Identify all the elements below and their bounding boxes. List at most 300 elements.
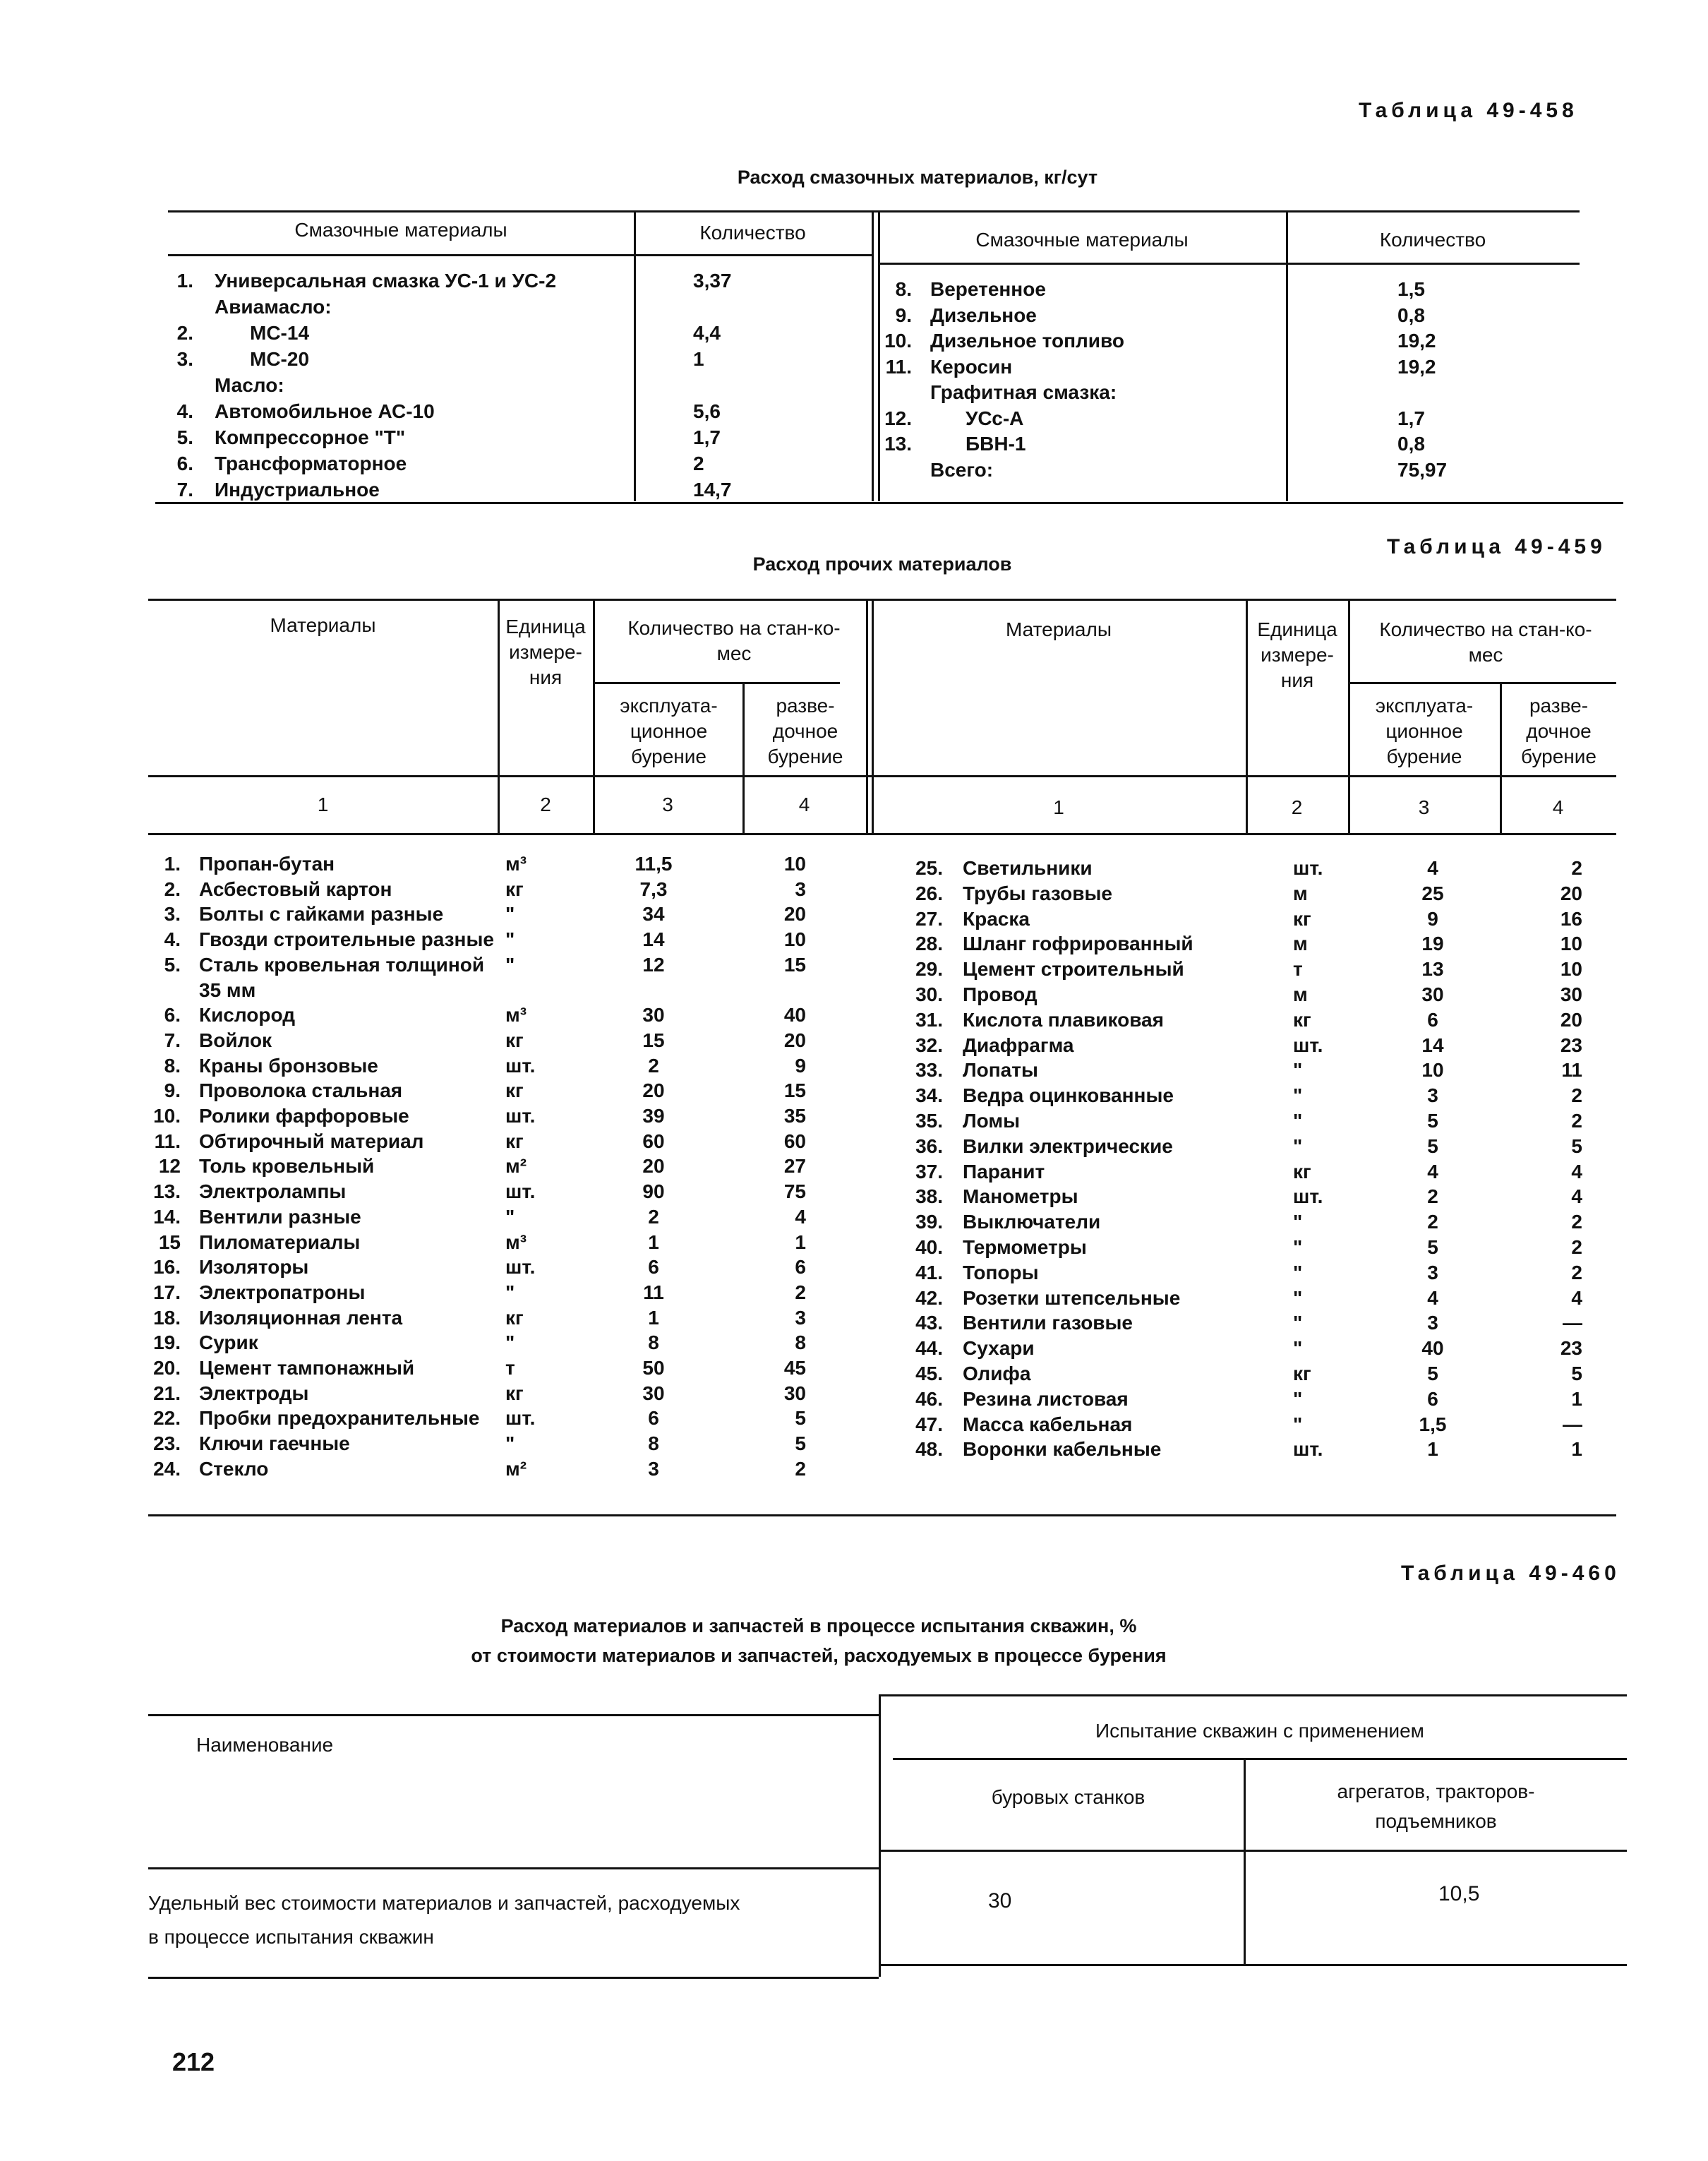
t459-row-expl: 1 xyxy=(648,1306,659,1329)
t459-row-expl: 1 xyxy=(1427,1438,1438,1461)
t459-row-unit: шт. xyxy=(505,1256,536,1279)
t460-row-label-line2: в процессе испытания скважин xyxy=(148,1926,434,1948)
table-49-459-title: Расход прочих материалов xyxy=(752,553,1012,575)
t459-row-unit: т xyxy=(1293,958,1303,981)
t459-row-unit: м² xyxy=(505,1457,527,1480)
t459-row-explor: 4 xyxy=(795,1205,806,1228)
t459-row-number: 30. xyxy=(915,983,943,1005)
t458-row-number: 9. xyxy=(895,304,912,326)
t459-row-name: Лопаты xyxy=(963,1059,1038,1082)
t459-row-number: 24. xyxy=(153,1457,181,1480)
t459-row-number: 13. xyxy=(153,1180,181,1203)
t458-row-number: 11. xyxy=(885,355,912,378)
t459-row-unit: кг xyxy=(1293,1008,1311,1031)
t459-row-number: 38. xyxy=(915,1185,943,1208)
t459-row-explor: 3 xyxy=(795,878,806,900)
t458-row-name: Индустриальное xyxy=(215,479,380,501)
t459-row-unit: " xyxy=(505,1281,515,1303)
t459-row-unit: " xyxy=(505,953,515,976)
t459-row-number: 46. xyxy=(915,1387,943,1410)
t459-row xyxy=(0,1387,1708,1412)
t460-row-label-line1: Удельный вес стоимости материалов и запчастей, расходуемых xyxy=(148,1892,740,1914)
t459-row-unit: кг xyxy=(505,1382,524,1404)
t459-row xyxy=(0,1033,1708,1058)
t459-colnum: 3 xyxy=(1418,796,1430,818)
t459-row-name: Асбестовый картон xyxy=(199,878,392,900)
t458-row xyxy=(0,457,1708,483)
t458-row-qty: 0,8 xyxy=(1397,304,1425,326)
t459-row-explor: 9 xyxy=(795,1054,806,1077)
t459-row-explor: 2 xyxy=(1571,1110,1582,1132)
t459-row-number: 11. xyxy=(154,1130,181,1152)
t458-row-qty: 5,6 xyxy=(693,400,721,422)
t459-header-unit-left: Единица измере-ния xyxy=(505,616,586,688)
t459-row-name: Сухари xyxy=(963,1337,1035,1360)
t459-row-explor: 10 xyxy=(783,928,806,951)
t459-row-name: Болты с гайками разные xyxy=(199,903,444,926)
t459-row-expl: 5 xyxy=(1427,1236,1438,1258)
t459-row-unit: " xyxy=(1293,1413,1303,1435)
t459-row-expl: 5 xyxy=(1427,1110,1438,1132)
t459-row-name: Краска xyxy=(963,907,1030,930)
t459-row-explor: 20 xyxy=(1560,882,1582,904)
t459-row-explor: 4 xyxy=(1571,1286,1582,1309)
t459-row-explor: 2 xyxy=(1571,857,1582,879)
t459-row-expl: 14 xyxy=(642,928,665,951)
t459-row-explor: 11 xyxy=(1561,1059,1582,1082)
t459-row xyxy=(0,1260,1708,1286)
t459-row-explor: 10 xyxy=(1560,958,1582,981)
t459-row-name: Вилки электрические xyxy=(963,1135,1173,1157)
t459-row xyxy=(0,982,1708,1007)
t459-row-expl: 30 xyxy=(642,1382,665,1404)
t458-row-number: 5. xyxy=(176,426,193,448)
t459-row-number: 5. xyxy=(164,953,181,976)
t459-row-name: Вентили газовые xyxy=(963,1312,1133,1334)
t458-header-materials-left: Смазочные материалы xyxy=(294,219,507,241)
t459-row-expl: 5 xyxy=(1427,1363,1438,1384)
t459-row-expl: 4 xyxy=(1427,1286,1438,1309)
t459-row-unit: м² xyxy=(505,1155,527,1178)
t459-row-expl: 90 xyxy=(642,1180,665,1203)
table-49-460-title-line1: Расход материалов и запчастей в процессе испытания скважин, % xyxy=(500,1615,1137,1636)
t459-row-expl: 11 xyxy=(643,1281,664,1303)
t459-row-unit: " xyxy=(1293,1236,1303,1258)
t459-row xyxy=(0,1108,1708,1134)
t459-row-explor: 15 xyxy=(783,1079,806,1102)
t458-row-qty: 1 xyxy=(693,348,704,370)
t459-row-unit: " xyxy=(505,1432,515,1455)
t459-row-number: 12 xyxy=(158,1155,181,1178)
t459-row xyxy=(0,1209,1708,1235)
t458-row-number: 4. xyxy=(176,400,193,422)
t459-row-number: 44. xyxy=(915,1337,943,1360)
t459-row-explor: 2 xyxy=(1571,1084,1582,1107)
t459-row-unit: " xyxy=(1293,1286,1303,1309)
t459-row xyxy=(0,1437,1708,1462)
t459-row-name: Ключи гаечные xyxy=(199,1432,350,1455)
t459-colnum: 4 xyxy=(1552,796,1564,818)
t460-value-rigs: 30 xyxy=(988,1889,1012,1912)
t459-row-explor: 5 xyxy=(795,1432,806,1455)
t459-row-expl: 11,5 xyxy=(635,853,673,875)
t458-row xyxy=(0,328,1708,354)
t459-colnum: 4 xyxy=(798,794,810,815)
t459-row-number: 48. xyxy=(915,1438,943,1461)
t459-header-qty-left: Количество на стан-ко-мес xyxy=(627,617,841,664)
t459-row-explor: 10 xyxy=(783,853,806,875)
t458-row-qty: 1,7 xyxy=(693,426,721,448)
t459-row-name: Сталь кровельная толщиной xyxy=(199,953,485,976)
t459-row-explor: 4 xyxy=(1571,1160,1582,1183)
t459-row-expl: 4 xyxy=(1427,857,1438,879)
t459-row-unit: " xyxy=(1293,1261,1303,1283)
t459-row-name: Ведра оцинкованные xyxy=(963,1084,1174,1107)
t459-row-name: Цемент тампонажный xyxy=(199,1357,415,1379)
t459-row-unit: шт. xyxy=(505,1105,536,1127)
t459-colnum: 2 xyxy=(1291,796,1303,818)
t459-row-number: 8. xyxy=(164,1054,181,1077)
t459-row-expl: 12 xyxy=(642,953,665,976)
t459-row-explor: — xyxy=(1563,1312,1582,1334)
t459-row-expl: 34 xyxy=(642,903,665,926)
t459-header-materials-left: Материалы xyxy=(270,614,376,636)
t459-row-explor: 8 xyxy=(795,1331,806,1354)
page-number: 212 xyxy=(172,2047,215,2076)
t459-row xyxy=(0,1286,1708,1311)
t458-row-qty: 0,8 xyxy=(1397,433,1425,455)
t459-row-unit: м xyxy=(1293,983,1308,1005)
t459-row-name: Резина листовая xyxy=(963,1387,1129,1410)
t459-row-explor: 60 xyxy=(783,1130,806,1152)
t459-row-number: 39. xyxy=(915,1211,943,1233)
t459-row-number: 40. xyxy=(915,1236,943,1258)
t459-row-unit: кг xyxy=(505,1079,524,1102)
t459-row-number: 26. xyxy=(915,882,943,904)
t459-header-expl-right: эксплуата-ционное бурение xyxy=(1375,695,1474,767)
t458-row xyxy=(0,303,1708,328)
t459-row-expl: 3 xyxy=(1427,1261,1438,1283)
t459-row-expl: 1 xyxy=(648,1231,659,1253)
t459-row-explor: 23 xyxy=(1560,1034,1582,1056)
t459-row-unit: " xyxy=(1293,1059,1303,1082)
t459-row-unit: шт. xyxy=(505,1180,536,1203)
t459-row xyxy=(0,1184,1708,1209)
t459-row-explor: 15 xyxy=(783,953,806,976)
t459-row xyxy=(0,1310,1708,1336)
t459-row xyxy=(0,1159,1708,1185)
t458-header-qty-left: Количество xyxy=(699,222,806,244)
t459-row-unit: " xyxy=(505,903,515,926)
t459-row-name: Краны бронзовые xyxy=(199,1054,378,1077)
t459-row-explor: 4 xyxy=(1571,1185,1582,1208)
t459-row-explor: 5 xyxy=(1571,1135,1582,1157)
t459-row-name: Цемент строительный xyxy=(963,958,1184,981)
t459-row xyxy=(0,1412,1708,1437)
t459-row-expl: 2 xyxy=(648,1205,659,1228)
t459-row-unit: шт. xyxy=(1293,1185,1323,1208)
t459-header-unit-right: Единица измере-ния xyxy=(1257,618,1337,691)
t459-row-number: 36. xyxy=(915,1135,943,1157)
t460-header-name: Наименование xyxy=(196,1734,334,1756)
t459-row-unit: " xyxy=(1293,1135,1303,1157)
t459-row-explor: 20 xyxy=(1560,1008,1582,1031)
t459-row-explor: 10 xyxy=(1560,933,1582,955)
t458-row-name: БВН-1 xyxy=(966,433,1026,455)
t460-value-units: 10,5 xyxy=(1438,1882,1480,1905)
t460-header-units-line1: агрегатов, тракторов- xyxy=(1337,1780,1535,1802)
t458-row xyxy=(0,277,1708,302)
t459-row-expl: 3 xyxy=(1427,1312,1438,1334)
t458-row-qty: 4,4 xyxy=(693,322,721,344)
t459-row-name: Розетки штепсельные xyxy=(963,1286,1181,1309)
t459-row-unit: " xyxy=(505,1331,515,1354)
t459-row-explor: 2 xyxy=(1571,1261,1582,1283)
t459-row-name: Ролики фарфоровые xyxy=(199,1105,409,1127)
t458-row-name: Всего: xyxy=(930,458,994,481)
t459-row-unit: " xyxy=(1293,1312,1303,1334)
t459-row-name: Диафрагма xyxy=(963,1034,1074,1056)
t459-row-number: 9. xyxy=(164,1079,181,1102)
t459-row-expl: 6 xyxy=(648,1407,659,1430)
t459-row-unit: шт. xyxy=(1293,1438,1323,1461)
t459-row-name: Электроды xyxy=(199,1382,309,1404)
t458-row-name: МС-14 xyxy=(250,322,310,344)
t459-row-expl: 60 xyxy=(642,1130,665,1152)
t459-row-name: Светильники xyxy=(963,857,1093,879)
t459-row-explor: 30 xyxy=(783,1382,806,1404)
t459-row-expl: 39 xyxy=(642,1105,665,1127)
t458-row-name: УСс-А xyxy=(966,407,1024,429)
t459-row-name: Стекло xyxy=(199,1457,269,1480)
t459-row-number: 25. xyxy=(915,857,943,879)
t459-row-expl: 50 xyxy=(642,1357,665,1379)
t459-row-name: Войлок xyxy=(199,1029,272,1051)
t459-row-expl: 1,5 xyxy=(1419,1413,1447,1435)
t459-row-expl: 30 xyxy=(642,1004,665,1026)
t459-row xyxy=(0,957,1708,982)
t459-row-expl: 30 xyxy=(1421,983,1444,1005)
t459-row-explor: 27 xyxy=(783,1155,806,1178)
t459-row-explor: 35 xyxy=(783,1105,806,1127)
t459-row-number: 4. xyxy=(164,928,181,951)
t458-row-number: 13. xyxy=(884,433,912,455)
t459-row-name: Пропан-бутан xyxy=(199,853,335,875)
t459-row-number: 18. xyxy=(153,1306,181,1329)
t459-row-name: Термометры xyxy=(963,1236,1087,1258)
t459-row xyxy=(0,856,1708,881)
t459-row-name: Гвозди строительные разные xyxy=(199,928,494,951)
t459-row-number: 23. xyxy=(153,1432,181,1455)
t459-row-number: 31. xyxy=(915,1008,943,1031)
t459-header-explor-left: разве-дочное бурение xyxy=(767,695,843,767)
t459-row-name: Кислород xyxy=(199,1004,296,1026)
t459-row-number: 3. xyxy=(164,903,181,926)
t458-row-name: Трансформаторное xyxy=(215,453,407,474)
t459-row-number: 16. xyxy=(153,1256,181,1279)
t459-row-expl: 40 xyxy=(1421,1337,1444,1360)
t458-header-materials-right: Смазочные материалы xyxy=(975,229,1189,251)
t459-header-explor-right: разве-дочное бурение xyxy=(1521,695,1596,767)
t459-row-name: Выключатели xyxy=(963,1211,1101,1233)
t458-row xyxy=(0,431,1708,457)
t459-row-name: Вентили разные xyxy=(199,1205,361,1228)
t459-row-unit: кг xyxy=(1293,907,1311,930)
t459-row-expl: 14 xyxy=(1421,1034,1444,1056)
t459-row-expl: 2 xyxy=(648,1054,659,1077)
t459-colnum: 2 xyxy=(540,794,551,815)
t459-row-explor: 2 xyxy=(795,1281,806,1303)
t460-header-units-line2: подъемников xyxy=(1375,1810,1497,1832)
t459-row-name: Электролампы xyxy=(199,1180,347,1203)
t458-row-name: Веретенное xyxy=(930,278,1046,300)
t459-row-expl: 15 xyxy=(642,1029,665,1051)
t459-row-unit: м xyxy=(1293,882,1308,904)
t458-row-name: Керосин xyxy=(930,355,1013,378)
t459-row-number: 6. xyxy=(164,1004,181,1026)
t459-row xyxy=(0,1058,1708,1083)
t458-row-name: МС-20 xyxy=(250,348,310,370)
table-49-460-title-line2: от стоимости материалов и запчастей, расходуемых в процессе бурения xyxy=(471,1645,1167,1666)
t459-row xyxy=(0,906,1708,932)
t459-row-unit: кг xyxy=(505,1306,524,1329)
t459-row-number: 33. xyxy=(915,1059,943,1082)
t459-row-number: 47. xyxy=(915,1413,943,1435)
t459-row-expl: 8 xyxy=(648,1432,659,1455)
t459-row-unit: шт. xyxy=(505,1054,536,1077)
t459-row-number: 34. xyxy=(915,1084,943,1107)
t459-row-number: 37. xyxy=(915,1160,943,1183)
t459-colnum: 3 xyxy=(662,794,673,815)
t459-row-explor: 23 xyxy=(1560,1337,1582,1360)
t459-row-name: Проволока стальная xyxy=(199,1079,403,1102)
t459-row-unit: " xyxy=(1293,1110,1303,1132)
t458-row-name: Дизельное xyxy=(930,304,1037,326)
t459-row-explor: 20 xyxy=(783,903,806,926)
t459-row-unit: " xyxy=(1293,1337,1303,1360)
t459-row-explor: 16 xyxy=(1560,907,1582,930)
t459-row-number: 21. xyxy=(153,1382,181,1404)
t459-header-materials-right: Материалы xyxy=(1006,618,1112,640)
t459-row-number: 42. xyxy=(915,1286,943,1309)
t459-row xyxy=(0,931,1708,957)
t459-row-explor: 2 xyxy=(1571,1236,1582,1258)
t459-row-explor: 45 xyxy=(783,1357,806,1379)
table-49-460-label: Таблица 49-460 xyxy=(1401,1562,1620,1585)
t459-row xyxy=(0,881,1708,906)
t459-row-expl: 5 xyxy=(1427,1135,1438,1157)
t459-row-expl: 13 xyxy=(1421,958,1444,981)
t459-row-number: 35. xyxy=(915,1110,943,1132)
t458-row-qty: 1,5 xyxy=(1397,278,1425,300)
t459-row-expl: 9 xyxy=(1427,907,1438,930)
t459-header-expl-left: эксплуата-ционное бурение xyxy=(620,695,718,767)
t459-row-name: Электропатроны xyxy=(199,1281,366,1303)
t458-row xyxy=(0,380,1708,405)
t459-row-unit: кг xyxy=(1293,1363,1311,1384)
t459-row-unit: т xyxy=(505,1357,515,1379)
t459-row-name: Изоляционная лента xyxy=(199,1306,403,1329)
t459-row-number: 15 xyxy=(158,1231,181,1253)
t459-row-explor: — xyxy=(1563,1413,1582,1435)
t459-row-number: 32. xyxy=(915,1034,943,1056)
t459-row-unit: шт. xyxy=(1293,1034,1323,1056)
t459-row-expl: 20 xyxy=(642,1155,665,1178)
t459-row-name: Воронки кабельные xyxy=(963,1438,1162,1461)
t459-row-explor: 5 xyxy=(795,1407,806,1430)
table-49-458-title: Расход смазочных материалов, кг/сут xyxy=(737,167,1098,188)
t459-row-expl: 6 xyxy=(1427,1008,1438,1031)
t459-row-number: 14. xyxy=(153,1205,181,1228)
t458-row xyxy=(0,406,1708,431)
t459-row-unit: шт. xyxy=(505,1407,536,1430)
t459-row-unit: кг xyxy=(1293,1160,1311,1183)
t459-colnum: 1 xyxy=(1053,796,1064,818)
t459-row-name: Пиломатериалы xyxy=(199,1231,361,1253)
t458-row-qty: 3,37 xyxy=(693,270,732,292)
t459-row-explor: 75 xyxy=(783,1180,806,1203)
t459-row-unit: м³ xyxy=(505,853,527,875)
t459-row-explor: 1 xyxy=(1571,1387,1582,1410)
t459-row xyxy=(0,1134,1708,1159)
t458-row-qty: 1,7 xyxy=(1397,407,1425,429)
t459-row-name: Пробки предохранительные xyxy=(199,1407,480,1430)
t459-row-expl: 3 xyxy=(648,1457,659,1480)
t459-row-number: 2. xyxy=(164,878,181,900)
t459-row-unit: " xyxy=(1293,1084,1303,1107)
t459-row-name: Провод xyxy=(963,983,1038,1005)
t458-row-number: 12. xyxy=(884,407,912,429)
t459-row-unit: " xyxy=(505,928,515,951)
t459-row-number: 43. xyxy=(915,1312,943,1334)
t459-row-unit: " xyxy=(505,1205,515,1228)
t459-row-name: Изоляторы xyxy=(199,1256,309,1279)
t459-row-name: Ломы xyxy=(963,1110,1021,1132)
t459-row-number: 20. xyxy=(153,1357,181,1379)
t459-row-name: Шланг гофрированный xyxy=(963,933,1193,955)
t459-row-number: 27. xyxy=(915,907,943,930)
t459-row-name: Манометры xyxy=(963,1185,1078,1208)
t459-row-expl: 4 xyxy=(1427,1160,1438,1183)
t458-row xyxy=(0,354,1708,380)
t459-row xyxy=(0,1235,1708,1260)
t459-row-expl: 3 xyxy=(1427,1084,1438,1107)
t458-row-number: 6. xyxy=(176,453,193,474)
t459-row-number: 45. xyxy=(915,1363,943,1384)
t459-row xyxy=(0,1361,1708,1387)
t459-row-number: 1. xyxy=(164,853,181,875)
t458-row-name: Дизельное топливо xyxy=(930,330,1124,352)
t459-row-expl: 8 xyxy=(648,1331,659,1354)
t458-row-qty: 19,2 xyxy=(1397,330,1436,352)
t458-row-name: Компрессорное "Т" xyxy=(215,426,406,448)
t459-row xyxy=(0,1083,1708,1108)
t459-row-name: Кислота плавиковая xyxy=(963,1008,1164,1031)
t459-row-unit: кг xyxy=(505,1029,524,1051)
t459-row-name: Сурик xyxy=(199,1331,258,1354)
t459-row-expl: 2 xyxy=(1427,1211,1438,1233)
t459-row-explor: 5 xyxy=(1571,1363,1582,1384)
t458-row-qty: 19,2 xyxy=(1397,355,1436,378)
t459-row-unit: м³ xyxy=(505,1231,527,1253)
t459-row-name: Олифа xyxy=(963,1363,1031,1384)
t459-row-expl: 25 xyxy=(1421,882,1444,904)
t459-header-qty-right: Количество на стан-ко-мес xyxy=(1379,618,1592,666)
t458-row-qty: 14,7 xyxy=(693,479,732,501)
t459-row-name: Паранит xyxy=(963,1160,1045,1183)
t459-row-explor: 30 xyxy=(1560,983,1582,1005)
t459-row-number: 29. xyxy=(915,958,943,981)
